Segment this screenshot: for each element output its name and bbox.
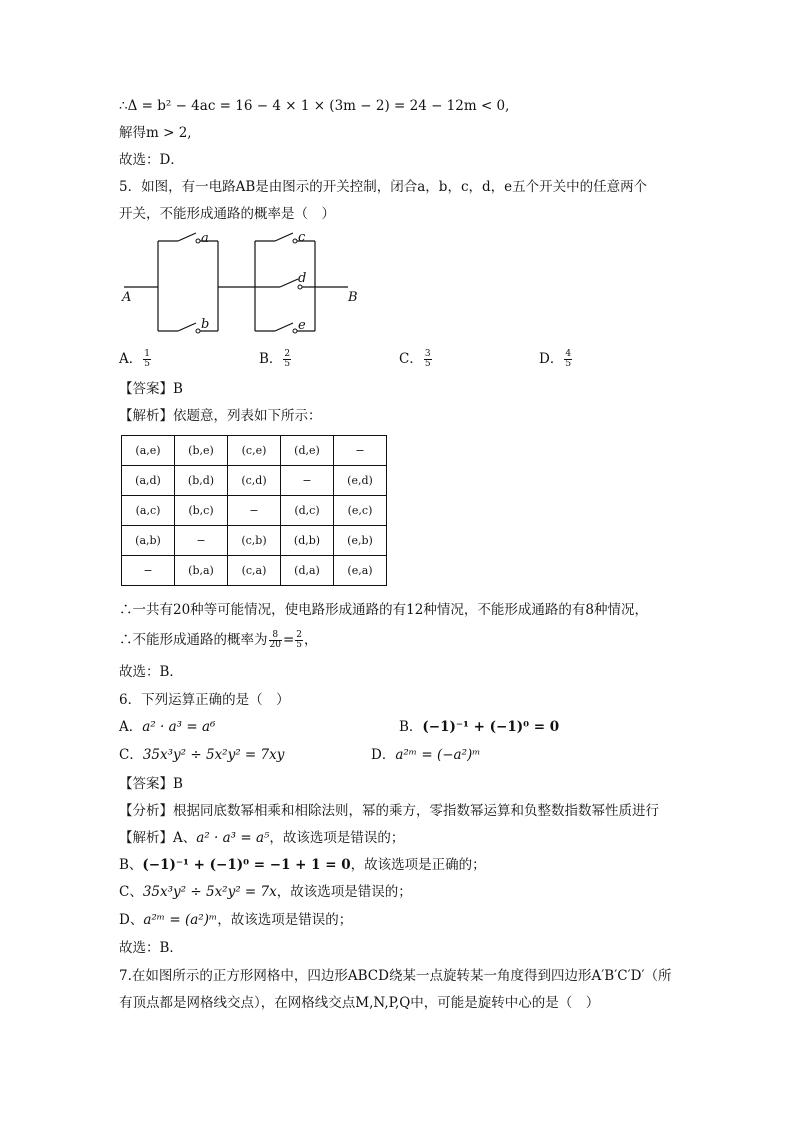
explanation-text: ∴不能形成通路的概率为	[119, 632, 268, 648]
question-5-text: 5．如图，有一电路AB是由图示的开关控制，闭合a，b，c，d，e五个开关中的任意两个	[119, 179, 648, 195]
table-row	[122, 436, 387, 466]
text-line: 故选：D．	[119, 152, 184, 168]
option-d	[539, 349, 573, 369]
explanation-text: ，故该选项是错误的；	[269, 830, 405, 846]
table-cell: (c,e)	[228, 436, 281, 466]
switch-label-d: d	[298, 271, 307, 286]
endpoint-label-a: A	[122, 290, 132, 305]
expression: (−1)⁻¹ + (−1)⁰ = −1 + 1 = 0	[142, 857, 351, 873]
question-5-text: 开关，不能形成通路的概率是（ ）	[119, 206, 335, 222]
explanation-text: ，故该选项是错误的；	[217, 912, 353, 928]
option-label: A．	[119, 719, 143, 735]
expression: a² · a³ = a⁵	[196, 830, 270, 846]
explanation-line-b	[119, 855, 486, 875]
option-expression: (−1)⁻¹ + (−1)⁰ = 0	[422, 719, 560, 735]
table-row	[122, 526, 387, 556]
option-c	[399, 349, 433, 369]
table-cell: (b,c)	[175, 496, 228, 526]
option-label: B．	[399, 719, 423, 735]
explanation-text: ，故该选项是正确的；	[350, 857, 486, 873]
question-7-text: 有顶点都是网格线交点），在网格线交点M,N,P,Q中，可能是旋转中心的是（ ）	[119, 995, 600, 1011]
analysis-text: 【分析】根据同底数幂相乘和相除法则，幂的乘方，零指数幂运算和负整数指数幂性质进行	[119, 803, 659, 819]
fraction-denominator: 5	[284, 359, 291, 369]
table-row	[122, 466, 387, 496]
table-cell: (e,a)	[334, 556, 387, 586]
table-cell: (a,d)	[122, 466, 175, 496]
table-cell: (c,d)	[228, 466, 281, 496]
outcome-table	[121, 435, 387, 586]
option-d	[371, 745, 481, 765]
table-cell: (d,e)	[281, 436, 334, 466]
option-expression: 35x³y² ÷ 5x²y² = 7xy	[142, 747, 285, 763]
endpoint-label-b: B	[348, 290, 358, 305]
explanation-line-a	[119, 828, 404, 848]
explanation-text: ，故该选项是错误的；	[276, 884, 412, 900]
text-line: 解得m > 2,	[119, 125, 192, 141]
fraction-numerator: 2	[284, 349, 291, 359]
switch-label-b: b	[201, 317, 210, 332]
option-label: B．	[259, 351, 283, 367]
table-cell: (d,a)	[281, 556, 334, 586]
table-row	[122, 496, 387, 526]
table-cell: (e,b)	[334, 526, 387, 556]
explanation-text: ，	[304, 632, 318, 648]
option-a	[119, 349, 152, 369]
explanation-text: ∴一共有20种等可能情况，使电路形成通路的有12种情况，不能形成通路的有8种情况，	[119, 602, 648, 618]
option-label: C．	[119, 747, 143, 763]
text-line: ∴Δ = b² − 4ac = 16 − 4 × 1 × (3m − 2) = 24 − 12m < 0,	[119, 98, 510, 114]
explanation-text: 【解析】依题意，列表如下所示：	[119, 408, 322, 424]
fraction-denominator: 5	[144, 359, 150, 369]
switch-label-e: e	[298, 318, 306, 333]
explanation-text: C、	[119, 884, 143, 900]
text-line: 故选：B．	[119, 940, 183, 956]
table-cell: (e,c)	[334, 496, 387, 526]
table-cell: (b,e)	[175, 436, 228, 466]
table-cell: (d,b)	[281, 526, 334, 556]
explanation-line-d	[119, 910, 352, 930]
fraction-numerator: 8	[269, 631, 282, 641]
option-label: A．	[119, 351, 143, 367]
expression: 35x³y² ÷ 5x²y² = 7x	[142, 884, 277, 900]
table-cell: −	[228, 496, 281, 526]
switch-label-c: c	[298, 230, 306, 245]
fraction-denominator: 20	[269, 640, 281, 650]
option-c	[119, 745, 284, 765]
question-7-text: 7.在如图所示的正方形网格中，四边形ABCD绕某一点旋转某一角度得到四边形A′B′C′D′（所	[119, 968, 672, 984]
fraction-denominator: 5	[565, 359, 572, 369]
option-expression: a²ᵐ = (−a²)ᵐ	[395, 747, 481, 763]
table-cell: (b,a)	[175, 556, 228, 586]
probability-line	[119, 630, 318, 650]
text-line: 故选：B．	[119, 664, 183, 680]
option-label: D．	[539, 351, 564, 367]
table-cell: (c,b)	[228, 526, 281, 556]
fraction-numerator: 3	[424, 349, 431, 359]
fraction-numerator: 2	[296, 630, 302, 640]
switch-label-a: a	[201, 231, 209, 246]
table-cell: −	[281, 466, 334, 496]
fraction-numerator: 1	[144, 349, 150, 359]
fraction-denominator: 5	[296, 640, 302, 650]
table-cell: −	[175, 526, 228, 556]
explanation-line-c	[119, 882, 412, 902]
table-cell: (d,c)	[281, 496, 334, 526]
table-cell: (b,d)	[175, 466, 228, 496]
option-b	[399, 717, 559, 737]
circuit-diagram	[118, 228, 368, 343]
table-cell: −	[334, 436, 387, 466]
fraction-denominator: 5	[424, 359, 431, 369]
answer-label: 【答案】B	[119, 381, 183, 397]
explanation-text: 【解析】A、	[119, 830, 197, 846]
table-cell: −	[122, 556, 175, 586]
explanation-text: D、	[119, 912, 144, 928]
table-cell: (a,c)	[122, 496, 175, 526]
fraction-numerator: 4	[565, 349, 572, 359]
expression: a²ᵐ = (a²)ᵐ	[143, 912, 218, 928]
option-expression: a² · a³ = a⁶	[142, 719, 216, 735]
table-cell: (e,d)	[334, 466, 387, 496]
explanation-text: B、	[119, 857, 143, 873]
question-6-text: 6．下列运算正确的是（ ）	[119, 692, 290, 708]
answer-label: 【答案】B	[119, 776, 183, 792]
table-cell: (a,e)	[122, 436, 175, 466]
table-cell: (c,a)	[228, 556, 281, 586]
equals-sign: =	[282, 632, 295, 648]
option-b	[259, 349, 292, 369]
option-a	[119, 717, 215, 737]
option-label: D．	[371, 747, 396, 763]
table-cell: (a,b)	[122, 526, 175, 556]
option-label: C．	[399, 351, 423, 367]
table-row	[122, 556, 387, 586]
